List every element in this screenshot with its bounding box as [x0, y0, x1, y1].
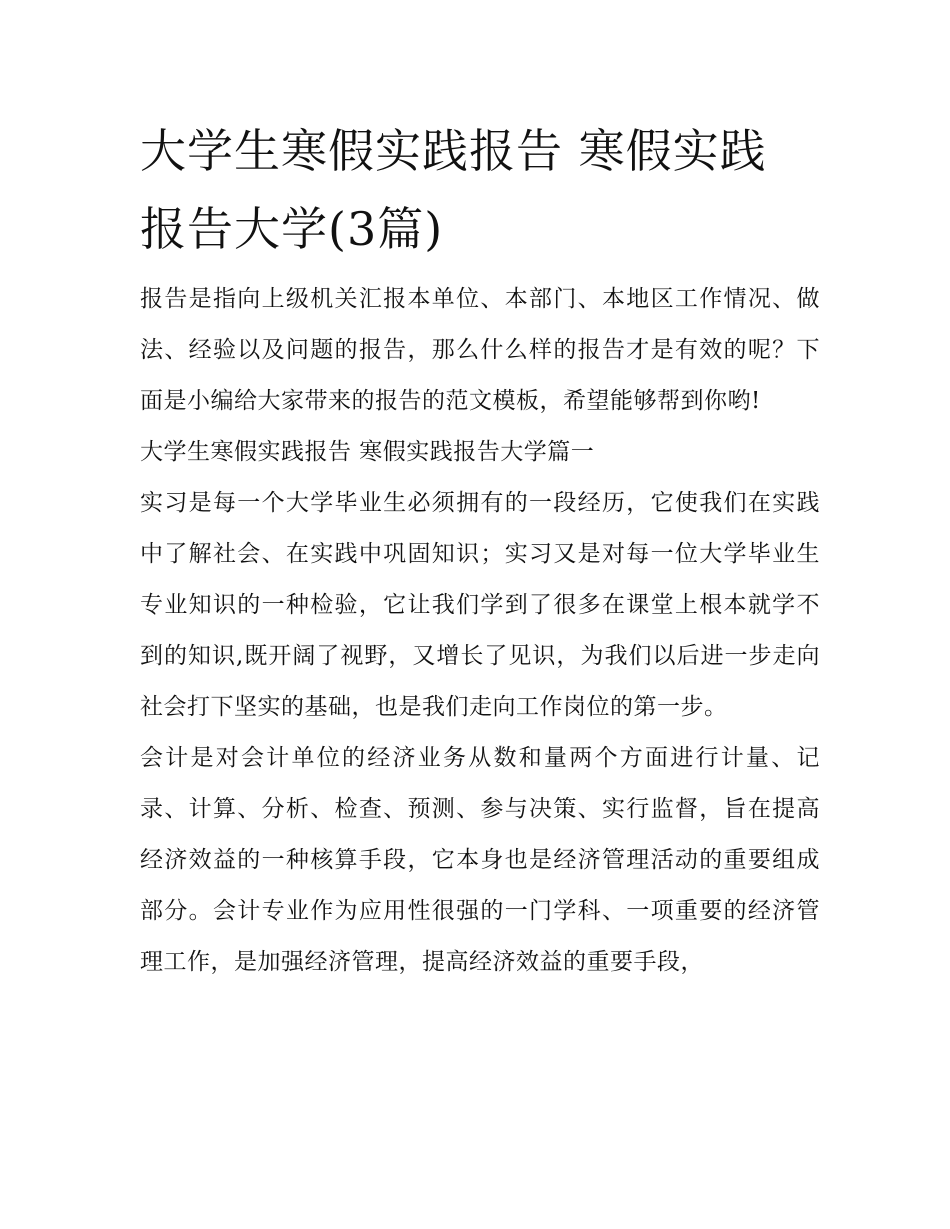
body-paragraph-1: 实习是每一个大学毕业生必须拥有的一段经历，它使我们在实践中了解社会、在实践中巩固知识；实习又是对每一位大学毕业生专业知识的一种检验，它让我们学到了很多在课堂上根本就学不到的知识,既开阔了视野，又增长了见识，为我们以后进一步走向社会打下坚实的基础，也是我们走向工作岗位的第一步。	[140, 490, 820, 720]
body-paragraph-2: 会计是对会计单位的经济业务从数和量两个方面进行计量、记录、计算、分析、检查、预测、参与决策、实行监督，旨在提高经济效益的一种核算手段，它本身也是经济管理活动的重要组成部分。会计专业作为应用性很强的一门学科、一项重要的经济管理工作，是加强经济管理，提高经济效益的重要手段，	[140, 745, 820, 975]
document-page	[140, 112, 820, 988]
document-title: 大学生寒假实践报告 寒假实践报告大学(3篇)	[140, 124, 767, 256]
section-heading: 大学生寒假实践报告 寒假实践报告大学篇一	[140, 439, 595, 465]
intro-paragraph: 报告是指向上级机关汇报本单位、本部门、本地区工作情况、做法、经验以及问题的报告，那么什么样的报告才是有效的呢？下面是小编给大家带来的报告的范文模板，希望能够帮到你哟!	[140, 286, 820, 414]
